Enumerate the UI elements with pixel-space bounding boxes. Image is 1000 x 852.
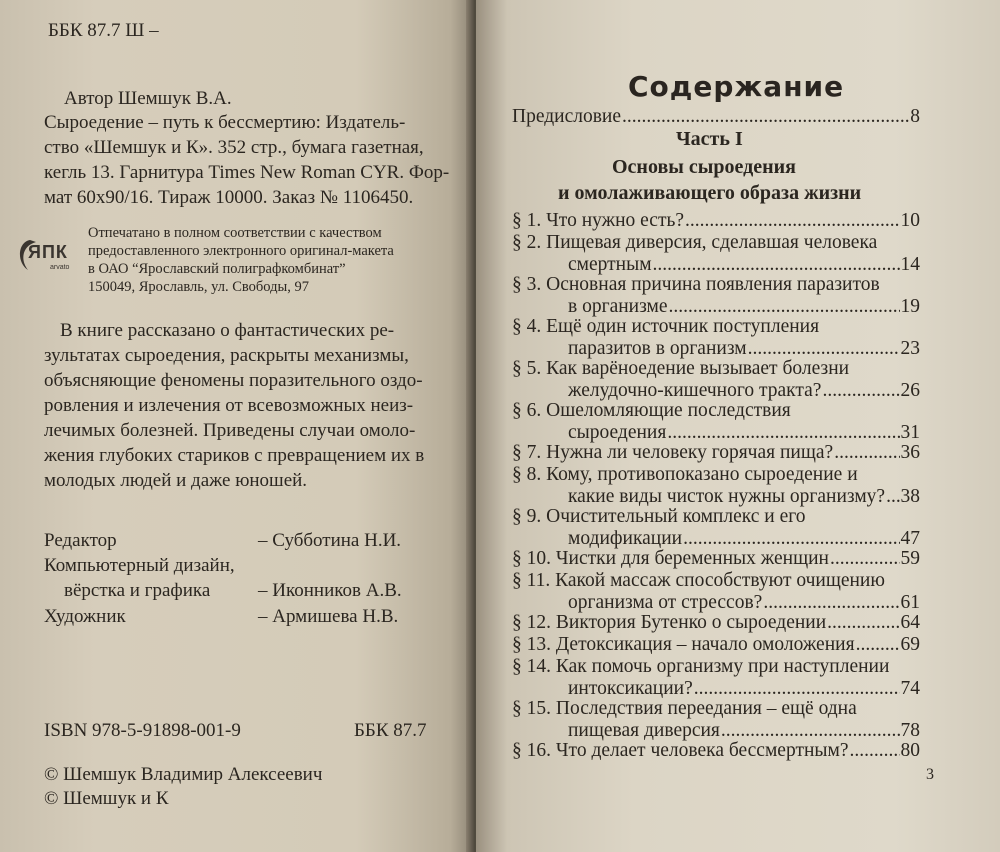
toc-entry <box>512 570 920 614</box>
copyright-line: © Шемшук Владимир Алексеевич <box>44 764 323 785</box>
toc-entry <box>512 442 920 464</box>
toc-entry-text: § 15. Последствия переедания – ещё одна <box>512 698 857 719</box>
toc-leader <box>834 442 899 464</box>
toc-page-number: 69 <box>900 634 920 655</box>
toc-leader <box>748 338 900 360</box>
bbk-bottom: ББК 87.7 <box>354 720 427 741</box>
toc-entry-text: § 12. Виктория Бутенко о сыроедении <box>512 612 827 633</box>
toc-entry-text: § 6. Ошеломляющие последствия <box>512 400 791 421</box>
toc-entry <box>512 232 920 276</box>
toc-entry-text: смертным <box>568 254 652 275</box>
toc-entry-text: § 4. Ещё один источник поступления <box>512 316 820 337</box>
toc-page-number: 23 <box>900 338 920 359</box>
design-name: – Иконников А.В. <box>258 580 402 601</box>
toc-leader <box>850 740 900 762</box>
editor-name: – Субботина Н.И. <box>258 530 402 551</box>
logo-text: ЯПК <box>28 242 68 262</box>
toc-entry <box>512 358 920 402</box>
part-subtitle: и омолаживающего образа жизни <box>558 182 862 204</box>
toc-page-number: 59 <box>900 548 920 569</box>
isbn: ISBN 978-5-91898-001-9 <box>44 720 241 741</box>
toc-leader <box>653 254 900 276</box>
toc-entry-text: сыроедения <box>568 422 667 443</box>
toc-entry <box>512 400 920 444</box>
imprint-line: кегль 13. Гарнитура Times New Roman CYR. Фор- <box>44 162 450 183</box>
toc-entry-text: § 7. Нужна ли человеку горячая пища? <box>512 442 834 463</box>
toc-leader <box>685 210 899 232</box>
description-line: объясняющие феномены поразительного оздо- <box>44 370 423 391</box>
description-line: молодых людей и даже юношей. <box>44 470 308 491</box>
toc-entry-text: § 2. Пищевая диверсия, сделавшая человека <box>512 232 878 253</box>
artist-role: Художник <box>44 606 126 627</box>
toc-entry <box>512 656 920 700</box>
design-role: вёрстка и графика <box>64 580 211 601</box>
logo-subtext: arvato <box>50 264 70 271</box>
toc-entry-text: модификации <box>568 528 683 549</box>
toc-page-number: 36 <box>900 442 920 463</box>
toc-entry-text: желудочно-кишечного тракта? <box>568 380 822 401</box>
editor-role: Редактор <box>44 530 117 551</box>
toc-leader <box>669 296 900 318</box>
toc-entry-text: § 9. Очистительный комплекс и его <box>512 506 806 527</box>
toc-title: Содержание <box>628 70 845 103</box>
part-title: Часть I <box>676 128 743 150</box>
toc-entry-text: организма от стрессов? <box>568 592 763 613</box>
part-subtitle: Основы сыроедения <box>612 156 796 178</box>
description-line: ровления и излечения от всевозможных неиз- <box>44 395 414 416</box>
toc-leader <box>694 678 900 700</box>
left-page <box>0 0 474 852</box>
description-line: жения глубоких стариков с превращением их в <box>44 445 425 466</box>
toc-entry-text: § 8. Кому, противопоказано сыроедение и <box>512 464 858 485</box>
toc-leader <box>830 548 900 570</box>
description-line: В книге рассказано о фантастических ре- <box>60 320 395 341</box>
toc-page-number: 78 <box>900 720 920 741</box>
toc-page-number: 61 <box>900 592 920 613</box>
toc-entry <box>512 740 920 762</box>
toc-entry-text: § 1. Что нужно есть? <box>512 210 685 231</box>
toc-entry <box>512 464 920 508</box>
bbk-top: ББК 87.7 Ш – <box>48 20 159 41</box>
toc-page-number: 47 <box>900 528 920 549</box>
toc-page-number: 38 <box>900 486 920 507</box>
toc-entry-text: § 10. Чистки для беременных женщин <box>512 548 829 569</box>
toc-page-number: 64 <box>900 612 920 633</box>
toc-leader <box>827 612 899 634</box>
toc-entry <box>512 506 920 550</box>
toc-entry-text: в организме <box>568 296 668 317</box>
toc-entry <box>512 210 920 232</box>
toc-page-number: 74 <box>900 678 920 699</box>
toc-leader <box>721 720 900 742</box>
toc-entry-text: § 3. Основная причина появления паразитов <box>512 274 880 295</box>
toc-entry-text: § 16. Что делает человека бессмертным? <box>512 740 849 761</box>
toc-leader <box>822 380 899 402</box>
printer-line: Отпечатано в полном соответствии с качеством <box>88 225 382 241</box>
imprint-line: Сыроедение – путь к бессмертию: Издатель- <box>44 112 406 133</box>
imprint-line: мат 60x90/16. Тираж 10000. Заказ № 1106450. <box>44 187 414 208</box>
toc-page-number: 31 <box>900 422 920 443</box>
description-line: лечимых болезней. Приведены случаи омоло- <box>44 420 416 441</box>
toc-leader <box>763 592 899 614</box>
toc-page-number: 8 <box>910 106 920 127</box>
toc-preface <box>512 106 920 128</box>
artist-name: – Армишева Н.В. <box>258 606 399 627</box>
copyright-line: © Шемшук и К <box>44 788 169 809</box>
toc-page-number: 19 <box>900 296 920 317</box>
toc-entry-text: какие виды чисток нужны организму? <box>568 486 886 507</box>
toc-leader <box>886 486 899 508</box>
toc-preface-text: Предисловие <box>512 106 622 127</box>
toc-page-number: 10 <box>900 210 920 231</box>
description-line: зультатах сыроедения, раскрыты механизмы, <box>44 345 409 366</box>
toc-page-number: 80 <box>900 740 920 761</box>
toc-entry-text: паразитов в организм <box>568 338 747 359</box>
toc-entry-text: пищевая диверсия <box>568 720 720 741</box>
toc-entry <box>512 274 920 318</box>
printer-line: 150049, Ярославль, ул. Свободы, 97 <box>88 279 309 295</box>
printer-line: предоставленного электронного оригинал-макета <box>88 243 394 259</box>
toc-entry-text: интоксикации? <box>568 678 693 699</box>
imprint-line: ство «Шемшук и К». 352 стр., бумага газетная, <box>44 137 424 158</box>
toc-entry-text: § 11. Какой массаж способствуют очищению <box>512 570 885 591</box>
toc-page-number: 26 <box>900 380 920 401</box>
toc-entry-text: § 5. Как варёноедение вызывает болезни <box>512 358 850 379</box>
toc-entry <box>512 548 920 570</box>
toc-entry <box>512 612 920 634</box>
page-number: 3 <box>926 766 934 783</box>
toc-page-number: 14 <box>900 254 920 275</box>
toc-entry-text: § 14. Как помочь организму при наступлении <box>512 656 890 677</box>
toc-entry <box>512 634 920 656</box>
toc-entry <box>512 698 920 742</box>
design-role: Компьютерный дизайн, <box>44 555 235 576</box>
toc-leader <box>622 106 909 128</box>
toc-leader <box>856 634 900 656</box>
toc-leader <box>667 422 899 444</box>
toc-entry-text: § 13. Детоксикация – начало омоложения <box>512 634 855 655</box>
printer-line: в ОАО “Ярославский полиграфкомбинат” <box>88 261 346 277</box>
author-line: Автор Шемшук В.А. <box>64 88 232 109</box>
toc-entry <box>512 316 920 360</box>
toc-leader <box>683 528 899 550</box>
